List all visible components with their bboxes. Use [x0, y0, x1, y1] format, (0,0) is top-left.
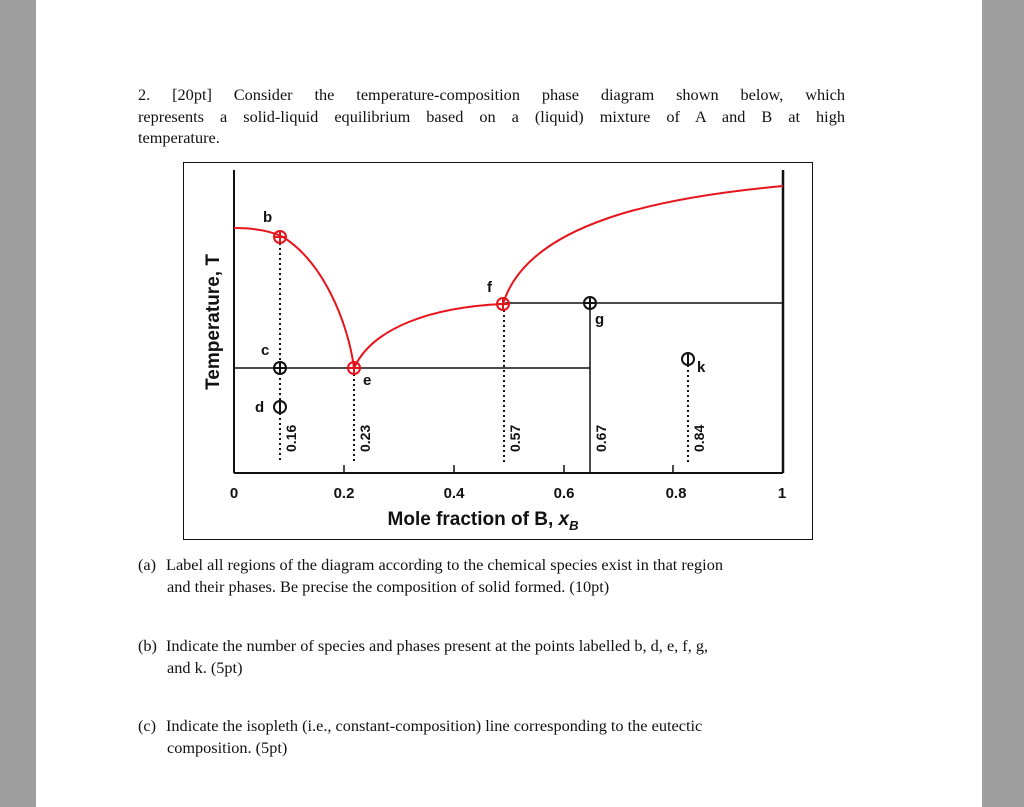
phase-diagram-figure	[183, 162, 813, 545]
isopleth-label: 0.16	[283, 424, 299, 452]
part-b-line-1: Indicate the number of species and phases present at the points labelled b, d, e, f, g,	[166, 636, 709, 655]
x-tick-label: 1	[777, 485, 787, 502]
intro-line-2: represents a solid-liquid equilibrium based on a (liquid) mixture of A and B at high	[138, 106, 845, 126]
y-axis-title: Temperature, T	[203, 254, 224, 390]
part-c-line-1: Indicate the isopleth (i.e., constant-composition) line corresponding to the eutectic	[166, 716, 703, 735]
part-a-line-2: and their phases. Be precise the composition of solid formed. (10pt)	[167, 576, 610, 596]
intro-line-1: 2. [20pt] Consider the temperature-composition phase diagram shown below, which	[138, 85, 845, 104]
point-c-marker	[274, 362, 286, 374]
point-f-marker	[497, 298, 509, 310]
x-tick-label: 0.6	[553, 485, 575, 502]
point-d-label: d	[255, 399, 265, 416]
x-tick-label: 0	[229, 485, 239, 502]
part-b-line-2: and k. (5pt)	[167, 657, 243, 677]
question-part-b	[138, 635, 845, 678]
part-c-line-2: composition. (5pt)	[167, 737, 288, 757]
part-c-label: (c)	[138, 716, 157, 735]
point-e-label: e	[363, 372, 372, 389]
point-c-label: c	[261, 342, 270, 359]
question-part-c	[138, 715, 845, 758]
question-part-a	[138, 554, 845, 597]
point-b-marker	[274, 231, 286, 243]
x-axis-title: Mole fraction of B, $x_B$	[387, 509, 579, 533]
point-f-label: f	[487, 279, 492, 296]
isopleth-label: 0.84	[691, 424, 707, 452]
x-tick-label: 0.2	[333, 485, 355, 502]
phase-diagram-svg	[183, 162, 813, 540]
point-b-label: b	[263, 209, 273, 226]
isopleth-label: 0.23	[357, 424, 373, 452]
isopleth-label: 0.57	[507, 424, 523, 452]
isopleth-label: 0.67	[593, 424, 609, 452]
x-tick-label: 0.4	[443, 485, 465, 502]
point-g-marker	[584, 297, 596, 309]
point-k-label: k	[697, 359, 706, 376]
x-tick-label: 0.8	[665, 485, 687, 502]
point-e-marker	[348, 362, 360, 374]
intro-line-3: temperature.	[138, 128, 220, 147]
question-intro	[138, 84, 845, 149]
part-a-line-1: Label all regions of the diagram according to the chemical species exist in that region	[166, 555, 723, 574]
part-b-label: (b)	[138, 636, 157, 655]
figure-frame	[184, 163, 813, 540]
point-g-label: g	[595, 311, 605, 328]
part-a-label: (a)	[138, 555, 157, 574]
